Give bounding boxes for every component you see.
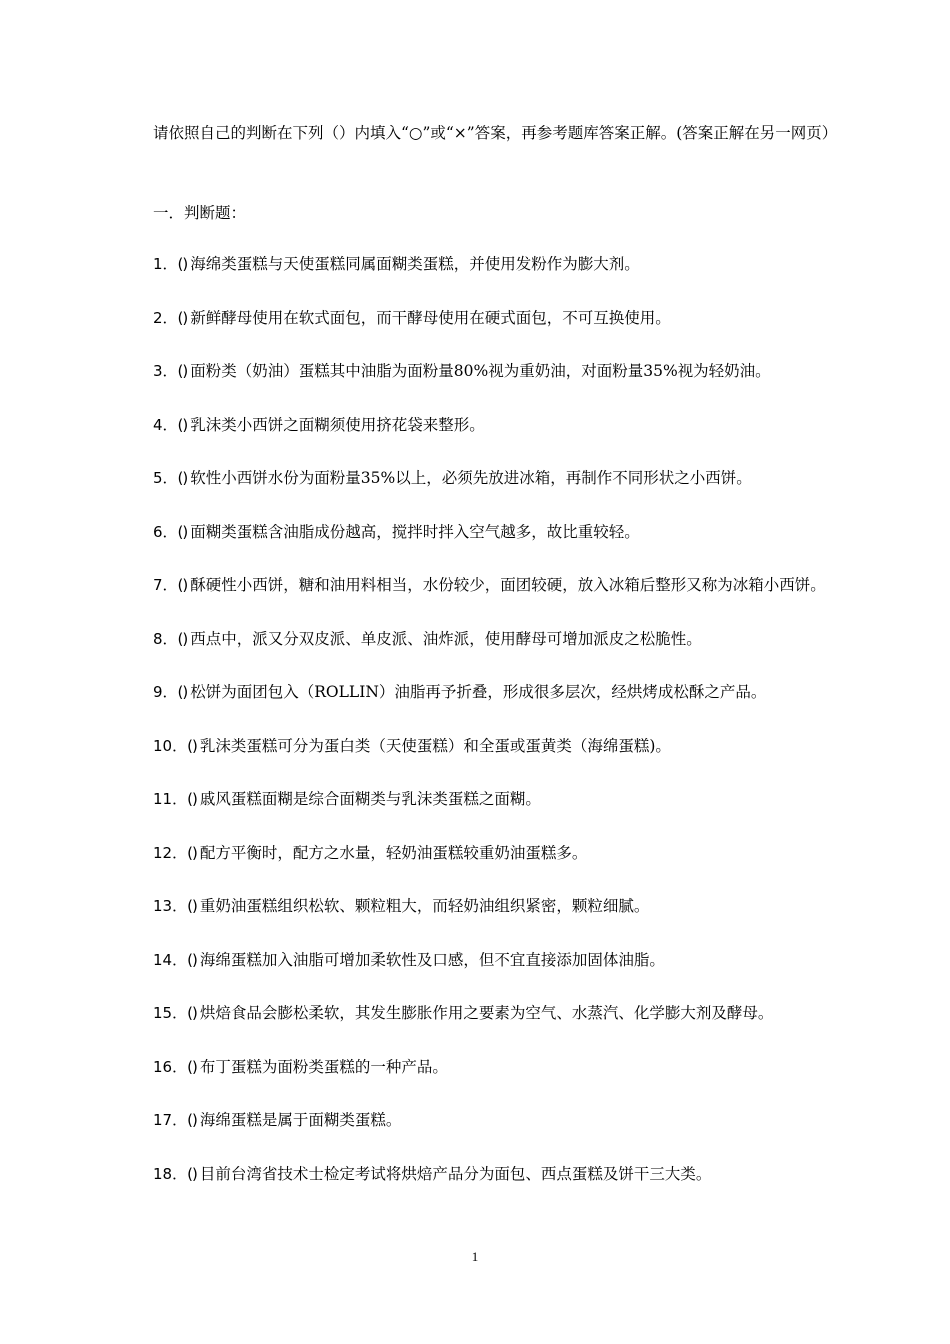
answer-blank: () [177,469,188,487]
answer-blank: () [177,522,188,541]
answer-blank: () [187,897,197,915]
answer-blank: () [187,843,197,862]
question-text: 海绵蛋糕是属于面糊类蛋糕。 [199,1111,402,1129]
answer-blank: () [177,629,188,648]
question-item [153,357,843,386]
question-text: 新鲜酵母使用在软式面包，而干酵母使用在硬式面包，不可互换使用。 [190,308,671,327]
answer-blank: () [177,308,188,327]
question-text: 酥硬性小西饼，糖和油用料相当，水份较少，面团较硬，放入冰箱后整形又称为冰箱小西饼。 [190,576,826,594]
question-number: 14． [153,950,188,969]
question-number: 6． [153,522,178,541]
question-item [153,250,843,279]
question-item [153,732,843,761]
answer-blank: () [177,362,188,380]
question-text: 配方平衡时，配方之水量，轻奶油蛋糕较重奶油蛋糕多。 [199,843,588,862]
question-number: 1． [153,255,178,273]
question-text: 松饼为面团包入（ROLLIN）油脂再予折叠，形成很多层次，经烘烤成松酥之产品。 [190,683,767,701]
question-number: 10． [153,736,188,755]
question-number: 11． [153,790,188,808]
answer-blank: () [187,736,197,755]
answer-blank: () [177,683,188,701]
question-text: 戚风蛋糕面糊是综合面糊类与乳沫类蛋糕之面糊。 [199,790,541,808]
question-item [153,785,843,814]
answer-blank: () [187,1111,197,1129]
question-item [153,678,843,707]
question-text: 重奶油蛋糕组织松软、颗粒粗大，而轻奶油组织紧密，颗粒细腻。 [199,897,650,915]
question-number: 17． [153,1111,188,1129]
question-item [153,411,843,440]
question-item [153,1160,843,1189]
question-number: 15． [153,1004,188,1022]
section-heading: 一．判断题： [153,204,247,222]
question-text: 面糊类蛋糕含油脂成份越高，搅拌时拌入空气越多，故比重较轻。 [190,522,640,541]
question-item [153,999,843,1028]
question-item [153,571,843,600]
answer-blank: () [187,950,197,969]
question-item [153,839,843,868]
question-number: 5． [153,469,178,487]
question-list [153,250,843,1213]
question-number: 2． [153,308,178,327]
question-item [153,892,843,921]
question-item [153,518,843,547]
question-text: 目前台湾省技术士检定考试将烘焙产品分为面包、西点蛋糕及饼干三大类。 [199,1164,712,1183]
question-text: 烘焙食品会膨松柔软，其发生膨胀作用之要素为空气、水蒸汽、化学膨大剂及酵母。 [199,1004,774,1022]
question-number: 4． [153,415,178,434]
answer-blank: () [177,415,188,434]
question-number: 12． [153,843,188,862]
question-item [153,946,843,975]
question-number: 7． [153,576,178,594]
question-text: 海绵类蛋糕与天使蛋糕同属面糊类蛋糕，并使用发粉作为膨大剂。 [190,255,640,273]
question-text: 西点中，派又分双皮派、单皮派、油炸派，使用酵母可增加派皮之松脆性。 [190,629,702,648]
question-text: 海绵蛋糕加入油脂可增加柔软性及口感，但不宜直接添加固体油脂。 [199,950,665,969]
question-number: 13． [153,897,188,915]
answer-blank: () [187,1164,197,1183]
question-item [153,304,843,333]
answer-blank: () [187,1004,197,1022]
answer-blank: () [177,255,188,273]
answer-blank: () [187,1057,197,1076]
page-number: 1 [471,1249,479,1264]
question-number: 16． [153,1057,188,1076]
question-text: 乳沫类小西饼之面糊须使用挤花袋来整形。 [190,415,485,434]
question-text: 面粉类（奶油）蛋糕其中油脂为面粉量80%视为重奶油，对面粉量35%视为轻奶油。 [190,362,771,380]
question-text: 软性小西饼水份为面粉量35%以上，必须先放进冰箱，再制作不同形状之小西饼。 [190,469,752,487]
question-text: 布丁蛋糕为面粉类蛋糕的一种产品。 [199,1057,448,1076]
question-number: 3． [153,362,178,380]
question-text: 乳沫类蛋糕可分为蛋白类（天使蛋糕）和全蛋或蛋黄类（海绵蛋糕)。 [199,736,671,755]
intro-paragraph: 请依照自己的判断在下列（）内填入“○”或“×”答案，再参考题库答案正解。(答案正解在另一网页） [153,124,838,142]
answer-blank: () [187,790,197,808]
question-item [153,1106,843,1135]
question-number: 9． [153,683,178,701]
question-item [153,1053,843,1082]
question-item [153,464,843,493]
question-number: 18． [153,1164,188,1183]
question-item [153,625,843,654]
answer-blank: () [177,576,188,594]
question-number: 8． [153,629,178,648]
